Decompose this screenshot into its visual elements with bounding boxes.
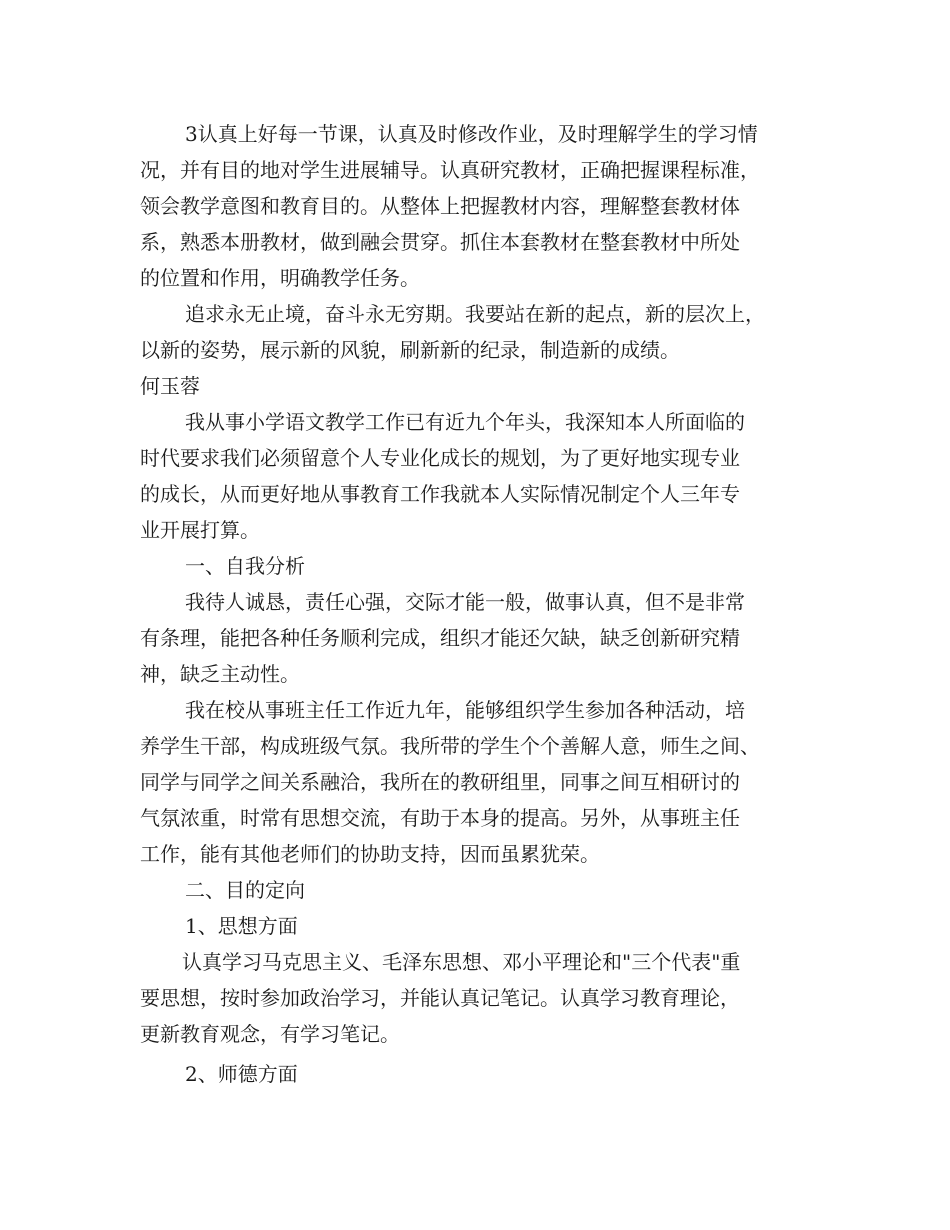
document-page bbox=[140, 116, 830, 1092]
subsection-heading: 1、思想方面 bbox=[185, 914, 298, 938]
paragraph-line: 工作，能有其他老师们的协助支持，因而虽累犹荣。 bbox=[140, 842, 600, 866]
paragraph-line: 系，熟悉本册教材，做到融会贯穿。抓住本套教材在整套教材中所处 bbox=[140, 230, 740, 254]
paragraph-line: 的成长，从而更好地从事教育工作我就本人实际情况制定个人三年专 bbox=[140, 482, 740, 506]
paragraph-line: 领会教学意图和教育目的。从整体上把握教材内容，理解整套教材体 bbox=[140, 194, 740, 218]
paragraph-line: 养学生干部，构成班级气氛。我所带的学生个个善解人意，师生之间、 bbox=[140, 734, 760, 758]
paragraph-line: 的位置和作用，明确教学任务。 bbox=[140, 266, 420, 290]
paragraph-line: 气氛浓重，时常有思想交流，有助于本身的提高。另外，从事班主任 bbox=[140, 806, 740, 830]
paragraph-line: 我在校从事班主任工作近九年，能够组织学生参加各种活动，培 bbox=[185, 698, 745, 722]
paragraph-line: 业开展打算。 bbox=[140, 518, 260, 542]
paragraph-line: 同学与同学之间关系融洽，我所在的教研组里，同事之间互相研讨的 bbox=[140, 770, 740, 794]
paragraph-line: 神，缺乏主动性。 bbox=[140, 662, 300, 686]
paragraph-line: 3认真上好每一节课，认真及时修改作业，及时理解学生的学习情 bbox=[185, 122, 758, 146]
subsection-heading: 2、师德方面 bbox=[185, 1062, 298, 1086]
section-heading: 二、目的定向 bbox=[185, 878, 305, 902]
paragraph-line: 我从事小学语文教学工作已有近九个年头，我深知本人所面临的 bbox=[185, 410, 745, 434]
paragraph-line: 以新的姿势，展示新的风貌，刷新新的纪录，制造新的成绩。 bbox=[140, 338, 680, 362]
paragraph-line: 时代要求我们必须留意个人专业化成长的规划，为了更好地实现专业 bbox=[140, 446, 740, 470]
paragraph-line: 认真学习马克思主义、毛泽东思想、邓小平理论和"三个代表"重 bbox=[182, 950, 741, 974]
paragraph-line: 我待人诚恳，责任心强，交际才能一般，做事认真，但不是非常 bbox=[185, 590, 745, 614]
paragraph-line: 更新教育观念，有学习笔记。 bbox=[140, 1022, 400, 1046]
author-name: 何玉蓉 bbox=[140, 374, 200, 398]
paragraph-line: 有条理，能把各种任务顺利完成，组织才能还欠缺，缺乏创新研究精 bbox=[140, 626, 740, 650]
paragraph-line: 况，并有目的地对学生进展辅导。认真研究教材，正确把握课程标准， bbox=[140, 158, 760, 182]
section-heading: 一、自我分析 bbox=[185, 554, 305, 578]
paragraph-line: 追求永无止境，奋斗永无穷期。我要站在新的起点，新的层次上， bbox=[185, 302, 765, 326]
paragraph-line: 要思想，按时参加政治学习，并能认真记笔记。认真学习教育理论， bbox=[140, 986, 740, 1010]
